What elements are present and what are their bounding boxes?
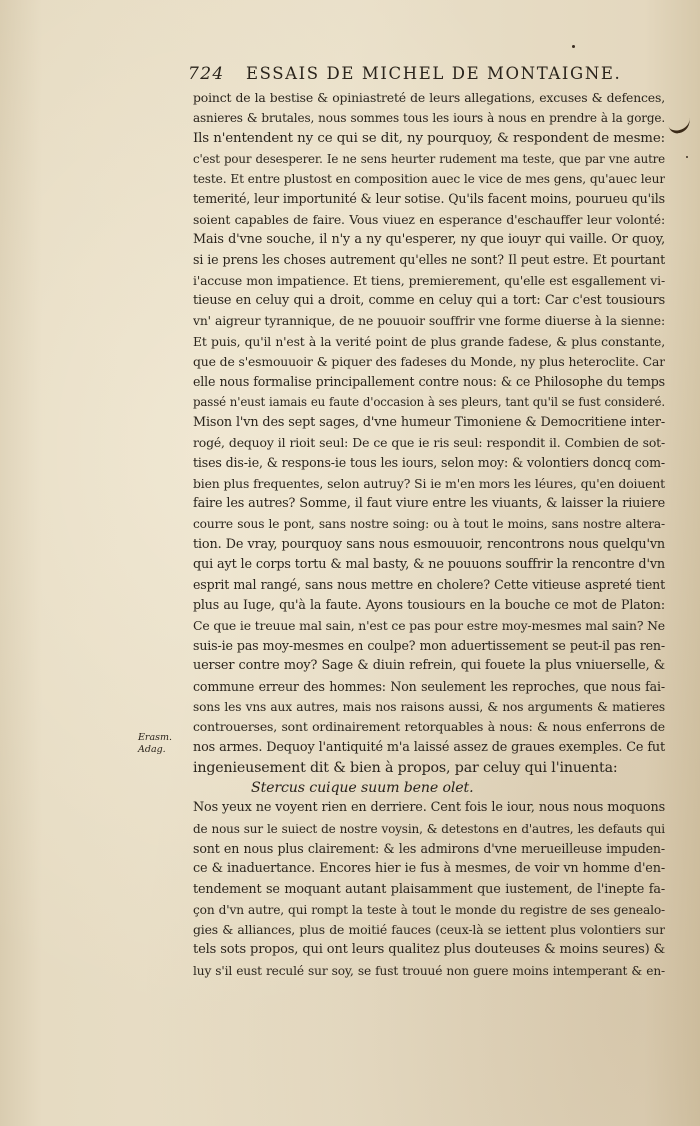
text-line: plus au Iuge, qu'à la faute. Ayons tousiours en la bouche ce mot de Platon:: [193, 597, 665, 613]
text-line: tendement se moquant autant plaisamment que iustement, de l'inepte fa-: [193, 881, 665, 897]
text-line: Nos yeux ne voyent rien en derriere. Cent fois le iour, nous nous moquons: [193, 800, 665, 816]
text-line: Mison l'vn des sept sages, d'vne humeur Timoniene & Democritiene inter-: [193, 414, 665, 430]
text-line: i'accuse mon impatience. Et tiens, premierement, qu'elle est esgallement vi-: [193, 272, 665, 288]
text-line: tieuse en celuy qui a droit, comme en celuy qui a tort: Car c'est tousiours: [193, 292, 665, 308]
margin-bracket-mark: [666, 110, 692, 135]
ink-speck: [572, 45, 575, 48]
text-line: de nous sur le suiect de nostre voysin, & detestons en d'autres, les defauts qui: [193, 821, 665, 836]
page-number: 724: [188, 64, 225, 84]
text-line: Ce que ie treuue mal sain, n'est ce pas pour estre moy-mesmes mal sain? Ne: [193, 617, 665, 633]
text-line: si ie prens les choses autrement qu'elles ne sont? Il peut estre. Et pourtant: [193, 252, 665, 268]
text-line: vn' aigreur tyrannique, de ne pouuoir souffrir vne forme diuerse à la sienne:: [193, 313, 665, 329]
text-line: çon d'vn autre, qui rompt la teste à tout le monde du registre de ses genealo-: [193, 902, 665, 917]
text-line: controuerses, sont ordinairement retorquables à nous: & nous enferrons de: [193, 719, 665, 735]
text-line: sons les vns aux autres, mais nos raisons aussi, & nos arguments & matieres: [193, 699, 665, 714]
text-line: ce & inaduertance. Encores hier ie fus à mesmes, de voir vn homme d'en-: [193, 861, 665, 877]
text-line: nos armes. Dequoy l'antiquité m'a laissé assez de graues exemples. Ce fut: [193, 739, 665, 755]
text-line: que de s'esmouuoir & piquer des fadeses du Monde, ny plus heteroclite. Car: [193, 353, 665, 369]
text-line: tion. De vray, pourquoy sans nous esmouuoir, rencontrons nous quelqu'vn: [193, 536, 665, 552]
text-line: sont en nous plus clairement: & les admirons d'vne merueilleuse impuden-: [193, 840, 665, 856]
text-line: Ils n'entendent ny ce qui se dit, ny pourquoy, & respondent de mesme:: [193, 130, 665, 146]
text-line: tels sots propos, qui ont leurs qualitez plus douteuses & moins seures) &: [193, 942, 665, 958]
text-line: luy s'il eust reculé sur soy, se fust trouué non guere moins intemperant & en-: [193, 963, 665, 978]
text-line: suis-ie pas moy-mesmes en coulpe? mon aduertissement se peut-il pas ren-: [193, 638, 665, 654]
text-line: faire les autres? Somme, il faut viure entre les viuants, & laisser la riuiere: [193, 495, 665, 511]
text-line: asnieres & brutales, nous sommes tous les iours à nous en prendre à la gorge.: [193, 111, 665, 126]
text-line: uerser contre moy? Sage & diuin refrein, qui fouete la plus vniuerselle, &: [193, 658, 665, 674]
margin-note-line: Adag.: [138, 744, 166, 755]
text-line: esprit mal rangé, sans nous mettre en cholere? Cette vitieuse aspreté tient: [193, 577, 665, 593]
text-line: courre sous le pont, sans nostre soing: ou à tout le moins, sans nostre altera-: [193, 517, 665, 532]
text-line: rogé, dequoy il rioit seul: De ce que ie ris seul: respondit il. Combien de sot-: [193, 435, 665, 451]
margin-note-line: Erasm.: [138, 732, 173, 743]
text-line: qui ayt le corps tortu & mal basty, & ne pouuons souffrir la rencontre d'vn: [193, 556, 665, 572]
running-head: [188, 64, 628, 86]
text-line: elle nous formalise principallement contre nous: & ce Philosophe du temps: [193, 374, 665, 390]
text-line: Mais d'vne souche, il n'y a ny qu'esperer, ny que iouyr qui vaille. Or quoy,: [193, 232, 665, 248]
text-line: teste. Et entre plustost en composition auec le vice de mes gens, qu'auec leur: [193, 172, 665, 187]
text-line: soient capables de faire. Vous viuez en esperance d'eschauffer leur volonté:: [193, 211, 665, 227]
text-line: c'est pour desesperer. Ie ne sens heurter rudement ma teste, que par vne autre: [193, 151, 665, 166]
text-line: temerité, leur importunité & leur sotise. Qu'ils facent moins, pourueu qu'ils: [193, 191, 665, 207]
text-line: bien plus frequentes, selon autruy? Si ie m'en mors les léures, qu'en doiuent: [193, 475, 665, 491]
running-head-title: ESSAIS DE MICHEL DE MONTAIGNE.: [246, 64, 622, 83]
margin-note: [138, 732, 186, 756]
text-line: poinct de la bestise & opiniastreté de leurs allegations, excuses & defences,: [193, 90, 665, 105]
text-line: tises dis-ie, & respons-ie tous les iours, selon moy: & volontiers doncq com-: [193, 455, 665, 471]
text-line: passé n'eust iamais eu faute d'occasion à ses pleurs, tant qu'il se fust consideré.: [193, 395, 665, 410]
text-line: commune erreur des hommes: Non seulement les reproches, que nous fai-: [193, 678, 665, 694]
ink-speck: [686, 156, 688, 158]
body-text: [193, 88, 665, 981]
text-line: gies & alliances, plus de moitié fauces (ceux-là se iettent plus volontiers sur: [193, 922, 665, 938]
text-line: ingenieusement dit & bien à propos, par celuy qui l'inuenta:: [193, 759, 618, 776]
latin-quotation: Stercus cuique suum bene olet.: [251, 780, 474, 797]
text-line: Et puis, qu'il n'est à la verité point de plus grande fadese, & plus constante,: [193, 333, 665, 349]
